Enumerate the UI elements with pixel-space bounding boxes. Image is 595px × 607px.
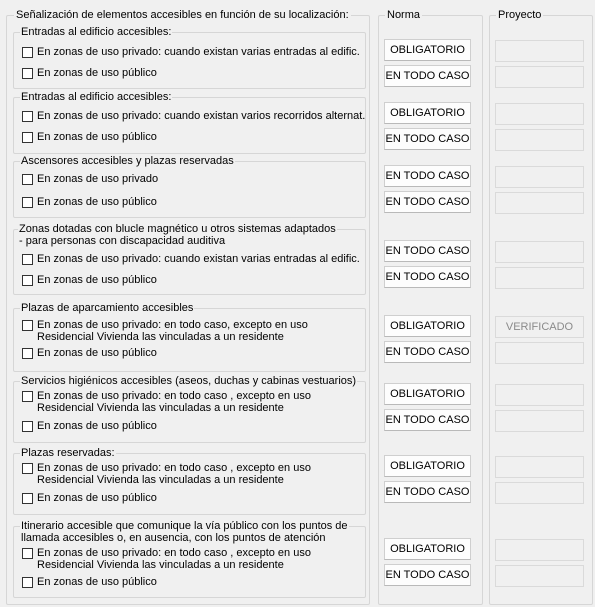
proyecto-field[interactable] [495, 482, 584, 504]
checkbox-row-aparcamiento-privado[interactable] [22, 319, 308, 343]
checkbox-row-plazas-publico[interactable] [22, 492, 157, 504]
norma-button[interactable]: EN TODO CASO [384, 191, 471, 213]
proyecto-section-title: Proyecto [498, 9, 542, 21]
checkbox-label: En zonas de uso privado: cuando existan varios recorridos alternat. [37, 110, 366, 122]
proyecto-field[interactable] [495, 241, 584, 263]
proyecto-field[interactable] [495, 66, 584, 88]
group-title-ascensores: Ascensores accesibles y plazas reservadas [21, 155, 234, 167]
group-frame-ascensores [13, 161, 366, 218]
checkbox-label: En zonas de uso público [37, 131, 157, 143]
checkbox[interactable] [22, 391, 33, 402]
checkbox[interactable] [22, 68, 33, 79]
checkbox-label: En zonas de uso público [37, 347, 157, 359]
checkbox-row-entradas-1-privado[interactable] [22, 46, 360, 58]
norma-button[interactable]: OBLIGATORIO [384, 455, 471, 477]
checkbox-label: En zonas de uso público [37, 274, 157, 286]
proyecto-field[interactable] [495, 539, 584, 561]
checkbox-label: En zonas de uso privado: en todo caso , excepto en uso Residencial Vivienda las vinculadas a un residente [37, 390, 311, 414]
proyecto-field[interactable] [495, 103, 584, 125]
norma-button[interactable]: EN TODO CASO [384, 341, 471, 363]
checkbox-row-entradas-2-publico[interactable] [22, 131, 157, 143]
proyecto-field[interactable] [495, 166, 584, 188]
checkbox[interactable] [22, 421, 33, 432]
checkbox-label: En zonas de uso privado: en todo caso , excepto en uso Residencial Vivienda las vinculadas a un residente [37, 462, 311, 486]
group-frame-entradas-1 [13, 32, 366, 89]
checkbox[interactable] [22, 47, 33, 58]
norma-button[interactable]: EN TODO CASO [384, 481, 471, 503]
norma-button[interactable]: EN TODO CASO [384, 65, 471, 87]
norma-button[interactable]: OBLIGATORIO [384, 538, 471, 560]
checkbox-row-servicios-publico[interactable] [22, 420, 157, 432]
left-section-title: Señalización de elementos accesibles en función de su localización: [16, 9, 349, 21]
checkbox-row-entradas-2-privado[interactable] [22, 110, 365, 122]
checkbox-row-entradas-1-publico[interactable] [22, 67, 157, 79]
proyecto-field[interactable] [495, 267, 584, 289]
checkbox[interactable] [22, 132, 33, 143]
checkbox[interactable] [22, 254, 33, 265]
norma-button[interactable]: EN TODO CASO [384, 266, 471, 288]
checkbox-row-itinerario-privado[interactable] [22, 547, 311, 571]
checkbox-label: En zonas de uso público [37, 420, 157, 432]
proyecto-field[interactable] [495, 192, 584, 214]
norma-button[interactable]: OBLIGATORIO [384, 102, 471, 124]
proyecto-field[interactable] [495, 456, 584, 478]
checkbox[interactable] [22, 174, 33, 185]
checkbox[interactable] [22, 577, 33, 588]
checkbox-row-bucle-privado[interactable] [22, 253, 360, 265]
group-title-entradas-1: Entradas al edificio accesibles: [21, 26, 172, 38]
group-title-aparcamiento: Plazas de aparcamiento accesibles [21, 302, 194, 314]
checkbox-row-ascensores-privado[interactable] [22, 173, 158, 185]
proyecto-field[interactable] [495, 40, 584, 62]
proyecto-field[interactable] [495, 129, 584, 151]
norma-button[interactable]: EN TODO CASO [384, 240, 471, 262]
checkbox[interactable] [22, 463, 33, 474]
checkbox-label: En zonas de uso público [37, 492, 157, 504]
norma-button[interactable]: EN TODO CASO [384, 128, 471, 150]
norma-button[interactable]: EN TODO CASO [384, 165, 471, 187]
group-title-servicios-higienicos: Servicios higiénicos accesibles (aseos, duchas y cabinas vestuarios) [21, 375, 357, 387]
norma-button[interactable]: OBLIGATORIO [384, 39, 471, 61]
group-frame-entradas-2 [13, 97, 366, 154]
checkbox[interactable] [22, 548, 33, 559]
group-title-bucle-magnetico: Zonas dotadas con blucle magnético u otros sistemas adaptados - para personas con discapacidad auditiva [19, 223, 336, 247]
checkbox-label: En zonas de uso privado: en todo caso, excepto en uso Residencial Vivienda las vinculadas a un residente [37, 319, 308, 343]
proyecto-field[interactable] [495, 342, 584, 364]
proyecto-field-verificado[interactable]: VERIFICADO [495, 316, 584, 338]
checkbox-row-bucle-publico[interactable] [22, 274, 157, 286]
checkbox-row-ascensores-publico[interactable] [22, 196, 157, 208]
norma-section-title: Norma [387, 9, 421, 21]
proyecto-field[interactable] [495, 565, 584, 587]
norma-button[interactable]: EN TODO CASO [384, 409, 471, 431]
checkbox[interactable] [22, 493, 33, 504]
group-title-plazas-reservadas: Plazas reservadas: [21, 447, 115, 459]
checkbox-row-plazas-privado[interactable] [22, 462, 311, 486]
checkbox-row-aparcamiento-publico[interactable] [22, 347, 157, 359]
norma-button[interactable]: OBLIGATORIO [384, 383, 471, 405]
checkbox-label: En zonas de uso privado [37, 173, 159, 185]
checkbox-label: En zonas de uso público [37, 576, 157, 588]
proyecto-field[interactable] [495, 384, 584, 406]
group-title-entradas-2: Entradas al edificio accesibles: [21, 91, 172, 103]
checkbox[interactable] [22, 348, 33, 359]
checkbox[interactable] [22, 275, 33, 286]
checkbox-label: En zonas de uso público [37, 196, 157, 208]
checkbox-row-itinerario-publico[interactable] [22, 576, 157, 588]
checkbox-label: En zonas de uso privado: cuando existan varias entradas al edific. [37, 46, 360, 58]
checkbox-label: En zonas de uso público [37, 67, 157, 79]
checkbox[interactable] [22, 320, 33, 331]
norma-button[interactable]: OBLIGATORIO [384, 315, 471, 337]
proyecto-field[interactable] [495, 410, 584, 432]
checkbox-label: En zonas de uso privado: en todo caso , excepto en uso Residencial Vivienda las vinculadas a un residente [37, 547, 311, 571]
group-title-itinerario: Itinerario accesible que comunique la vía público con los puntos de llamada accesibles o, en ausencia, con los puntos de atención [21, 520, 348, 544]
checkbox-label: En zonas de uso privado: cuando existan varias entradas al edific. [37, 253, 360, 265]
checkbox-row-servicios-privado[interactable] [22, 390, 311, 414]
checkbox[interactable] [22, 111, 33, 122]
norma-button[interactable]: EN TODO CASO [384, 564, 471, 586]
checkbox[interactable] [22, 197, 33, 208]
